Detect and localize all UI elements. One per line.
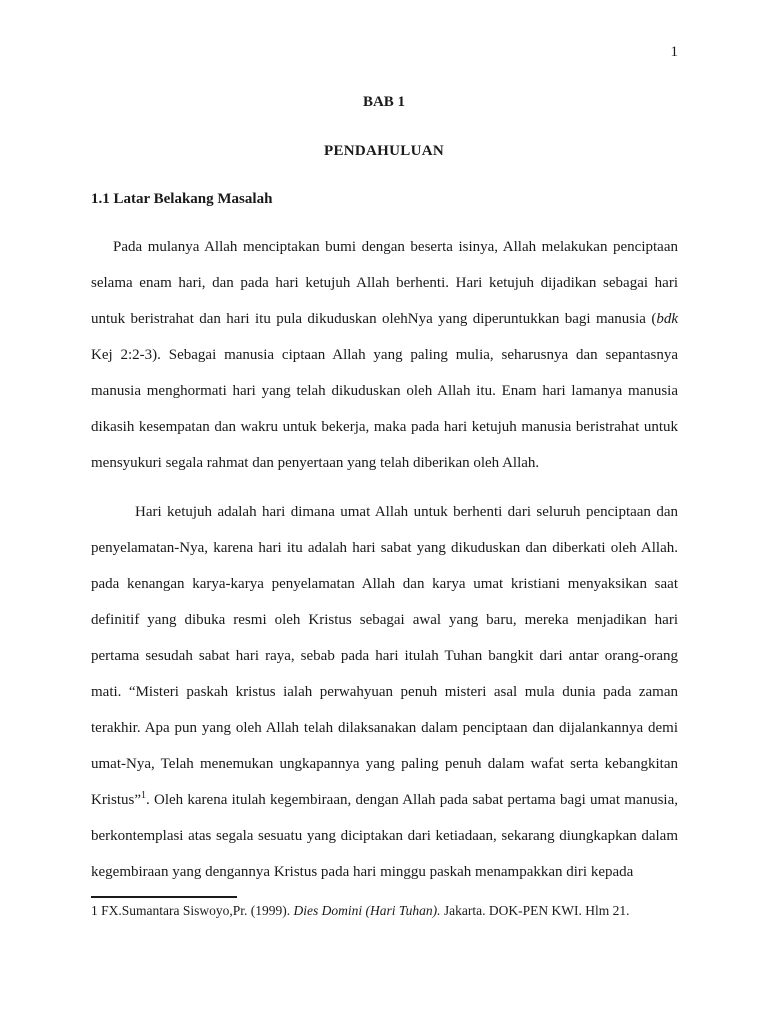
paragraph-2-text-end: . Oleh karena itulah kegembiraan, dengan Allah pada sabat pertama bagi umat manusia, berkontemplasi atas segala sesuatu yang diciptakan dari ketiadaan, sekarang diungkapkan dalam kegembiraan yang dengannya Kristus pada hari minggu paskah menampakkan diri kepada	[91, 792, 678, 880]
body-paragraph-1	[91, 229, 678, 481]
paragraph-2-text-start: Hari ketujuh adalah hari dimana umat Allah untuk berhenti dari seluruh penciptaan dan penyelamatan-Nya, karena hari itu adalah hari sabat yang dikuduskan dan diberkati oleh Allah. pada kenangan karya-karya penyelamatan Allah dan karya umat kristiani menyaksikan saat definitif yang dibuka resmi oleh Kristus sebagai awal yang baru, mereka menjadikan hari pertama sesudah sabat hari raya, sebab pada hari itulah Tuhan bangkit dari antar orang-orang mati. “Misteri paskah kristus ialah perwahyuan penuh misteri asal mula dunia pada zaman terakhir. Apa pun yang oleh Allah telah dilaksanakan dalam penciptaan dan dijalankannya demi umat-Nya, Telah menemukan ungkapannya yang paling penuh dalam wafat serta kebangkitan Kristus”	[91, 504, 678, 808]
paragraph-1-text-end: Kej 2:2-3). Sebagai manusia ciptaan Allah yang paling mulia, seharusnya dan sepantasnya manusia menghormati hari yang telah dikuduskan oleh Allah itu. Enam hari lamanya manusia dikasih kesempatan dan wakru untuk bekerja, maka pada hari ketujuh manusia beristrahat untuk mensyukuri segala rahmat dan penyertaan yang telah diberikan oleh Allah.	[91, 347, 678, 471]
section-heading: 1.1 Latar Belakang Masalah	[91, 191, 273, 207]
paragraph-1-italic-abbrev: bdk	[656, 311, 678, 327]
chapter-title: PENDAHULUAN	[324, 143, 444, 159]
page-number: 1	[670, 44, 678, 60]
footnote-prefix: 1 FX.Sumantara Siswoyo,Pr. (1999).	[91, 903, 294, 918]
footnote-italic-title: Dies Domini (Hari Tuhan).	[293, 903, 441, 918]
body-paragraph-2	[91, 494, 678, 890]
footnote-suffix: Jakarta. DOK-PEN KWI. Hlm 21.	[440, 903, 630, 918]
footnote	[91, 900, 691, 922]
chapter-label: BAB 1	[362, 94, 406, 110]
paragraph-1-text-start: Pada mulanya Allah menciptakan bumi dengan beserta isinya, Allah melakukan penciptaan selama enam hari, dan pada hari ketujuh Allah berhenti. Hari ketujuh dijadikan sebagai hari untuk beristrahat dan hari itu pula dikuduskan olehNya yang diperuntukkan bagi manusia (	[91, 239, 678, 327]
footnote-divider	[91, 896, 237, 898]
footnote-reference[interactable]: 1	[141, 790, 146, 801]
